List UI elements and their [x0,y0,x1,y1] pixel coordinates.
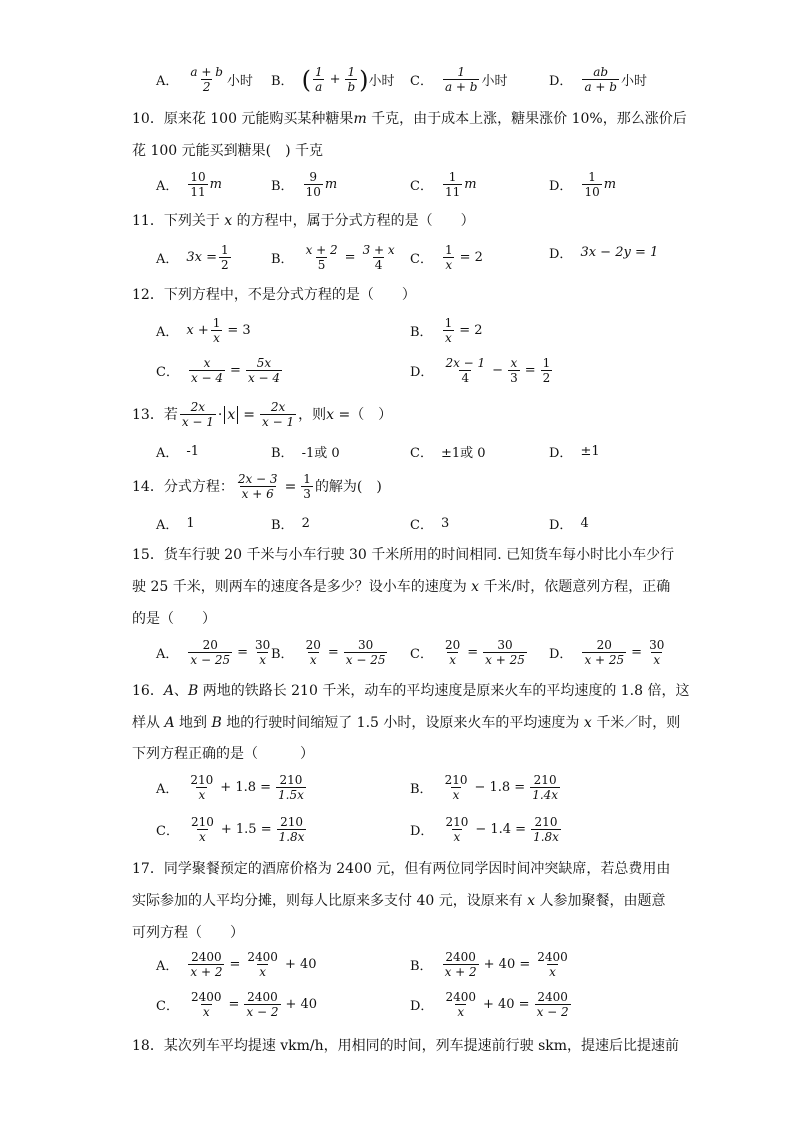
q12-option-d[interactable]: D． $\frac{2x - 1}{4}$ − $\frac{x}{3}$ = $\frac{1}{2}$ [410,356,551,385]
q14-option-c[interactable]: C． 3 [410,516,450,533]
q14-option-d[interactable]: D． 4 [549,516,589,533]
q16-text-line1: 16．A、B 两地的铁路长 210 千米，动车的平均速度是原来火车的平均速度的 1.8 倍，这 [132,683,690,699]
q11-option-b[interactable]: B． $\frac{x + 2}{5}$ = $\frac{3 + x}{4}$ [271,243,395,272]
q15-option-c[interactable]: C． $\frac{20}{x}$ = $\frac{30}{x + 25}$ [410,638,525,667]
q14-option-b[interactable]: B． 2 [271,516,310,533]
q10-text: 10．原来花 100 元能购买某种糖果m 千克，由于成本上涨，糖果涨价 10%，那么涨价后 [132,111,687,127]
q17-options-row2 [156,990,716,1022]
q14-option-a[interactable]: A． 1 [156,516,195,533]
q15-text-line1: 15．货车行驶 20 千米与小车行驶 30 千米所用的时间相同. 已知货车每小时比小车少行 [132,547,675,563]
q16-options-row2 [156,815,716,847]
q14-text: 14．分式方程： $\frac{2x - 3}{x + 6}$ = $\frac{1}{3}$ 的解为( ) [132,472,382,501]
q16-option-c[interactable]: C． $\frac{210}{x}$ + 1.5 = $\frac{210}{1.8x}$ [156,815,305,844]
q17-option-d[interactable]: D． $\frac{2400}{x}$ + 40 = $\frac{2400}{x - 2}$ [410,990,569,1019]
q11-option-a[interactable]: A． 3x = $\frac{1}{2}$ [156,243,229,272]
q12-text: 12．下列方程中，不是分式方程的是（ ） [132,287,416,303]
q16-option-a[interactable]: A． $\frac{210}{x}$ + 1.8 = $\frac{210}{1.5x}$ [156,773,304,802]
q16-option-d[interactable]: D． $\frac{210}{x}$ − 1.4 = $\frac{210}{1.8x}$ [410,815,559,844]
q10-option-a[interactable]: A． $\frac{10}{11}$ m [156,170,222,199]
q15-text-line2: 驶 25 千米，则两车的速度各是多少？设小车的速度为 x 千米/时，依题意列方程，正确 [132,579,671,595]
q11-option-c[interactable]: C． $\frac{1}{x}$ = 2 [410,243,483,272]
q9-options [156,65,716,95]
q14-options [156,514,716,534]
q13-options [156,442,716,462]
right-paren: ) [359,65,369,94]
q10-option-d[interactable]: D． $\frac{1}{10}$ m [549,170,617,199]
q16-option-b[interactable]: B． $\frac{210}{x}$ − 1.8 = $\frac{210}{1.4x}$ [410,773,559,802]
q15-option-d[interactable]: D． $\frac{20}{x + 25}$ = $\frac{30}{x}$ [549,638,665,667]
q10-option-c[interactable]: C． $\frac{1}{11}$ m [410,170,477,199]
q18-text-line1: 18．某次列车平均提速 vkm/h，用相同的时间，列车提速前行驶 skm，提速后比提速前 [132,1038,680,1054]
q9-option-a[interactable]: A． $\frac{a + b}{2}$ 小时 [156,65,253,94]
q16-options-row1 [156,773,716,805]
q15-options [156,638,716,668]
q11-options [156,243,716,273]
q17-text-line1: 17．同学聚餐预定的酒席价格为 2400 元，但有两位同学因时间冲突缺席，若总费用由 [132,861,671,877]
q17-options-row1 [156,950,716,982]
q12-options-row2 [156,356,716,386]
q15-text-line3: 的是（ ） [132,611,216,627]
q17-text-line3: 可列方程（ ） [132,925,244,941]
q17-option-b[interactable]: B． $\frac{2400}{x + 2}$ + 40 = $\frac{2400}{x}$ [410,950,568,979]
q13-option-b[interactable]: B． -1或 0 [271,446,340,461]
q15-option-b[interactable]: B． $\frac{20}{x}$ = $\frac{30}{x - 25}$ [271,638,386,667]
q11-text: 11．下列关于 x 的方程中，属于分式方程的是（ ） [132,213,475,229]
q17-option-c[interactable]: C． $\frac{2400}{x}$ = $\frac{2400}{x - 2}$ + 40 [156,990,318,1019]
q9-option-c[interactable]: C． $\frac{1}{a + b}$ 小时 [410,65,508,94]
q13-option-d[interactable]: D． ±1 [549,444,600,461]
q17-option-a[interactable]: A． $\frac{2400}{x + 2}$ = $\frac{2400}{x}$ + 40 [156,950,317,979]
q10-options [156,170,716,200]
q11-option-d[interactable]: D． 3x − 2y = 1 [549,245,659,262]
q16-text-line2: 样从 A 地到 B 地的行驶时间缩短了 1.5 小时，设原来火车的平均速度为 x 千米／时，则 [132,715,681,731]
q12-option-c[interactable]: C． $\frac{x}{x - 4}$ = $\frac{5x}{x - 4}$ [156,356,281,385]
q13-option-c[interactable]: C． ±1或 0 [410,446,486,461]
q12-options-row1 [156,316,716,346]
q12-option-b[interactable]: B． $\frac{1}{x}$ = 2 [410,316,483,345]
q15-option-a[interactable]: A． $\frac{20}{x - 25}$ = $\frac{30}{x}$ [156,638,271,667]
q10-text-line2: 花 100 元能买到糖果( ) 千克 [132,143,323,159]
q12-option-a[interactable]: A． x + $\frac{1}{x}$ = 3 [156,316,251,345]
left-paren: ( [301,65,311,94]
q10-option-b[interactable]: B． $\frac{9}{10}$ m [271,170,338,199]
q13-option-a[interactable]: A． -1 [156,444,200,461]
q9-option-b[interactable]: B． ( $\frac{1}{a}$ + $\frac{1}{b}$ ) 小时 [271,65,395,94]
q16-text-line3: 下列方程正确的是（ ） [132,746,314,762]
q9-option-d[interactable]: D． $\frac{ab}{a + b}$ 小时 [549,65,647,94]
q13-text: 13．若 $\frac{2x}{x - 1}$ · x = $\frac{2x}{x - 1}$ ，则 x = （ ） [132,400,393,429]
q17-text-line2: 实际参加的人平均分摊，则每人比原来多支付 40 元，设原来有 x 人参加聚餐，由题意 [132,893,666,909]
